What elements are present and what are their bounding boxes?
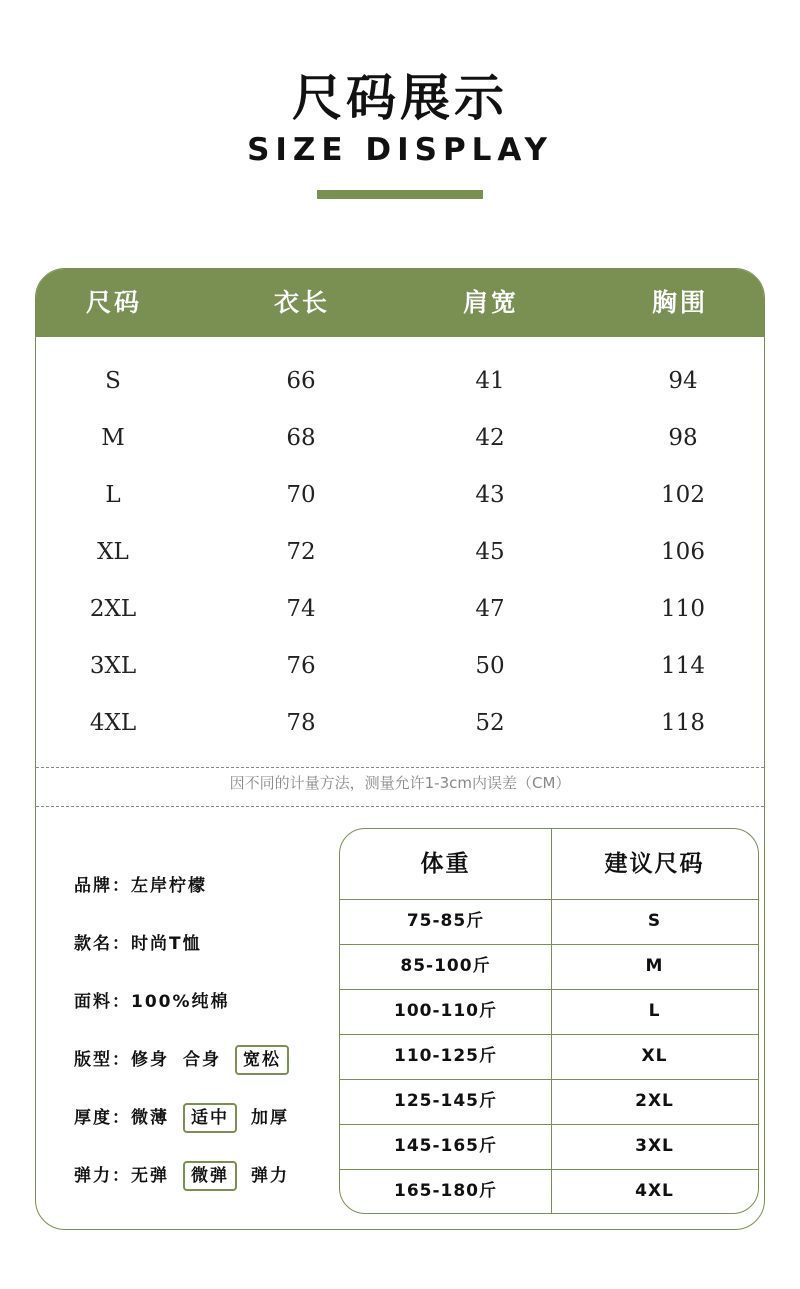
recommended-size-cell: S (647, 911, 662, 931)
size-row (36, 589, 764, 629)
size-cell: L (105, 482, 121, 508)
fit-option-selected: 宽松 (235, 1045, 289, 1075)
col-weight: 体重 (420, 851, 471, 877)
recommended-size-cell: 2XL (635, 1091, 674, 1111)
spec-value: 100%纯棉 (131, 992, 230, 1012)
page-title: 尺码展示 (292, 69, 508, 127)
weight-row (340, 1079, 758, 1125)
fit-option: 合身 (183, 1050, 221, 1070)
weight-cell: 165-180斤 (393, 1181, 498, 1201)
size-cell: 4XL (89, 710, 137, 736)
weight-cell: 125-145斤 (393, 1091, 498, 1111)
weight-size-table (339, 828, 759, 1214)
col-recommended-size: 建议尺码 (604, 851, 705, 877)
spec-label: 弹力： (74, 1166, 131, 1186)
length-cell: 74 (286, 596, 316, 622)
size-cell: S (105, 368, 121, 394)
weight-cell: 100-110斤 (393, 1001, 498, 1021)
length-cell: 78 (286, 710, 316, 736)
spec-elasticity (74, 1160, 289, 1192)
spec-brand (74, 870, 207, 902)
size-row (36, 361, 764, 401)
spec-style (74, 928, 202, 960)
recommended-size-cell: L (648, 1001, 661, 1021)
size-row (36, 703, 764, 743)
spec-label: 款名： (74, 934, 131, 954)
spec-label: 版型： (74, 1050, 131, 1070)
length-cell: 72 (286, 539, 316, 565)
chest-cell: 98 (668, 425, 698, 451)
chest-cell: 110 (661, 596, 705, 622)
size-row (36, 646, 764, 686)
weight-cell: 85-100斤 (400, 956, 491, 976)
weight-row (340, 989, 758, 1035)
shoulder-cell: 42 (475, 425, 505, 451)
length-cell: 76 (286, 653, 316, 679)
weight-table-header (340, 829, 758, 900)
col-chest: 胸围 (651, 288, 708, 317)
size-row (36, 532, 764, 572)
chest-cell: 118 (661, 710, 705, 736)
size-table-header (36, 269, 764, 337)
spec-value: 左岸柠檬 (131, 876, 207, 896)
chest-cell: 106 (661, 539, 705, 565)
recommended-size-cell: XL (641, 1046, 668, 1066)
recommended-size-cell: M (645, 956, 664, 976)
spec-label: 品牌： (74, 876, 131, 896)
col-size: 尺码 (85, 288, 142, 317)
elasticity-option: 无弹 (131, 1166, 169, 1186)
size-cell: 3XL (89, 653, 137, 679)
weight-row (340, 1034, 758, 1080)
chest-cell: 94 (668, 368, 698, 394)
shoulder-cell: 45 (475, 539, 505, 565)
length-cell: 66 (286, 368, 316, 394)
thickness-option-selected: 适中 (183, 1103, 237, 1133)
spec-label: 厚度： (74, 1108, 131, 1128)
weight-row (340, 1169, 758, 1214)
thickness-option: 微薄 (131, 1108, 169, 1128)
size-cell: XL (97, 539, 129, 565)
shoulder-cell: 47 (475, 596, 505, 622)
col-length: 衣长 (273, 288, 330, 317)
weight-cell: 145-165斤 (393, 1136, 498, 1156)
page-subtitle: SIZE DISPLAY (247, 132, 553, 168)
size-cell: M (101, 425, 125, 451)
length-cell: 70 (286, 482, 316, 508)
weight-row (340, 1124, 758, 1170)
spec-fabric (74, 986, 230, 1018)
weight-cell: 75-85斤 (406, 911, 485, 931)
weight-row (340, 944, 758, 990)
chest-cell: 114 (661, 653, 705, 679)
shoulder-cell: 41 (475, 368, 505, 394)
elasticity-option: 弹力 (251, 1166, 289, 1186)
weight-row (340, 899, 758, 945)
length-cell: 68 (286, 425, 316, 451)
fit-option: 修身 (131, 1050, 169, 1070)
spec-value: 时尚T恤 (131, 934, 202, 954)
shoulder-cell: 52 (475, 710, 505, 736)
spec-fit (74, 1044, 289, 1076)
size-card (35, 268, 765, 1230)
weight-cell: 110-125斤 (393, 1046, 498, 1066)
chest-cell: 102 (661, 482, 705, 508)
title-underline (317, 190, 483, 199)
size-row (36, 475, 764, 515)
recommended-size-cell: 4XL (635, 1181, 674, 1201)
thickness-option: 加厚 (251, 1108, 289, 1128)
spec-thickness (74, 1102, 289, 1134)
size-cell: 2XL (89, 596, 137, 622)
spec-label: 面料： (74, 992, 131, 1012)
shoulder-cell: 50 (475, 653, 505, 679)
col-shoulder: 肩宽 (462, 288, 519, 317)
size-row (36, 418, 764, 458)
recommended-size-cell: 3XL (635, 1136, 674, 1156)
elasticity-option-selected: 微弹 (183, 1161, 237, 1191)
measurement-note: 因不同的计量方法，测量允许1-3cm内误差（CM） (229, 774, 571, 792)
shoulder-cell: 43 (475, 482, 505, 508)
dashed-divider-top (36, 767, 764, 768)
dashed-divider-bottom (36, 806, 764, 807)
